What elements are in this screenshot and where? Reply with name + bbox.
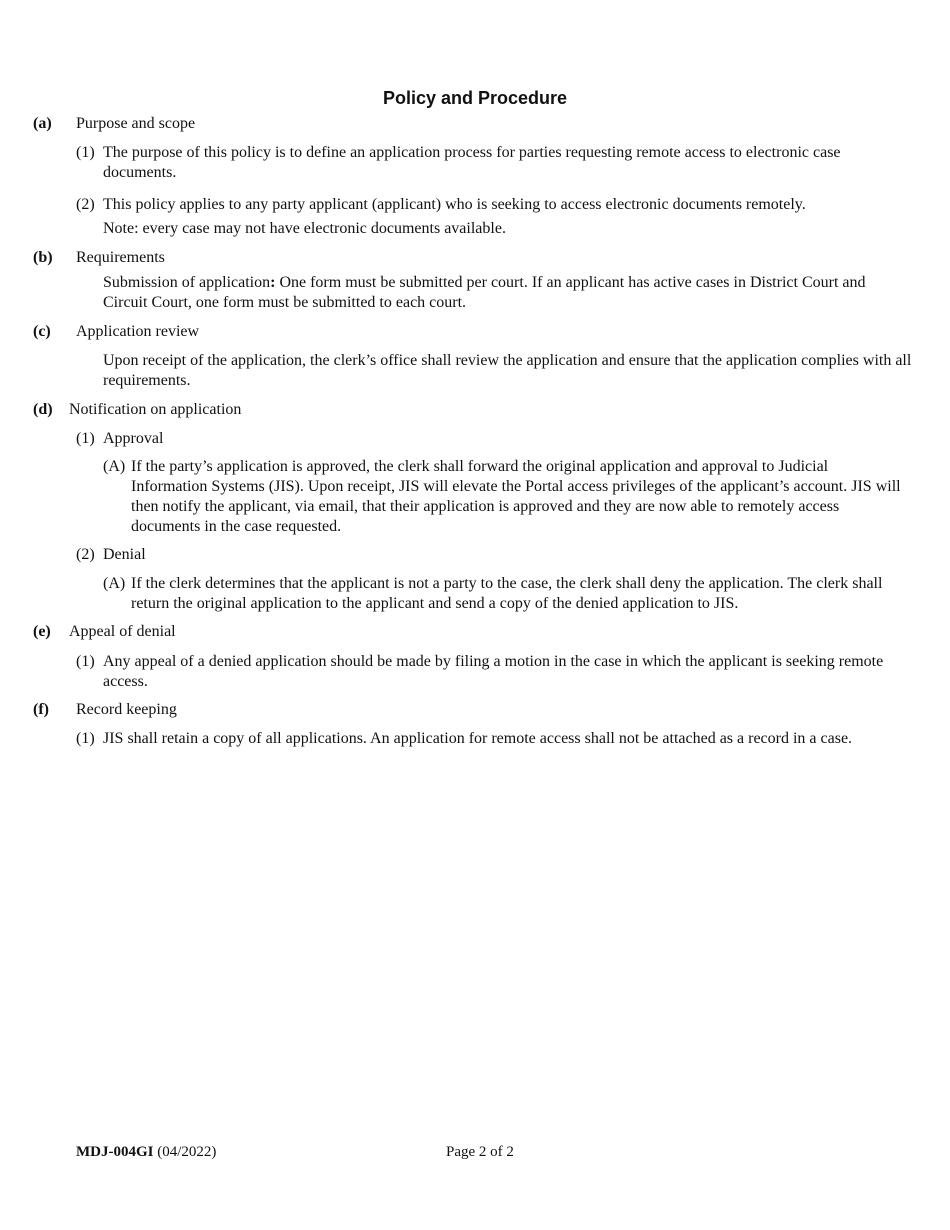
item-a2-note: Note: every case may not have electronic documents available. bbox=[103, 220, 506, 237]
item-d2-number: (2) bbox=[76, 546, 95, 563]
section-c-letter: (c) bbox=[33, 323, 51, 340]
item-f1-text: JIS shall retain a copy of all applications. An application for remote access shall not be attached as a record in a case. bbox=[103, 730, 853, 747]
item-f1-number: (1) bbox=[76, 730, 95, 747]
section-b-body: One form must be submitted per court. If an applicant has active cases in District Court and Circuit Court, one form must be submitted to each court. bbox=[103, 274, 866, 311]
section-b-label: Submission of application bbox=[103, 274, 271, 291]
section-d-letter: (d) bbox=[33, 401, 53, 418]
item-d2-label: Denial bbox=[103, 546, 146, 563]
section-f-letter: (f) bbox=[33, 701, 49, 718]
section-c-heading: Application review bbox=[76, 323, 200, 340]
section-a-heading: Purpose and scope bbox=[76, 115, 196, 132]
item-a1-text: The purpose of this policy is to define an application process for parties requesting remote access to electronic case documents. bbox=[103, 144, 841, 181]
item-e1-text: Any appeal of a denied application should be made by filing a motion in the case in which the applicant is seeking remote access. bbox=[103, 653, 884, 690]
section-b-text bbox=[103, 273, 903, 313]
section-c-text: Upon receipt of the application, the clerk’s office shall review the application and ensure that the application complies with all requirements. bbox=[103, 352, 912, 389]
item-d1-sub-text: If the party’s application is approved, the clerk shall forward the original application and approval to Judicial Information Systems (JIS). Upon receipt, JIS will elevate the Portal access privileges of the applicant’s account. JIS will then notify the applicant, via email, that their application is approved and they are now able to remotely access documents in the case requested. bbox=[131, 458, 901, 535]
section-b-colon: : bbox=[270, 274, 276, 291]
section-e-heading: Appeal of denial bbox=[69, 623, 176, 640]
section-e-letter: (e) bbox=[33, 623, 51, 640]
section-b-heading: Requirements bbox=[76, 249, 165, 266]
footer-form-code: MDJ-004GI bbox=[76, 1144, 154, 1160]
item-a1-number: (1) bbox=[76, 144, 95, 161]
page-title: Policy and Procedure bbox=[382, 88, 568, 108]
item-e1-number: (1) bbox=[76, 653, 95, 670]
item-a2-text: This policy applies to any party applicant (applicant) who is seeking to access electronic documents remotely. bbox=[103, 196, 806, 213]
footer-form-date: (04/2022) bbox=[153, 1144, 217, 1160]
item-d2-sub-letter: (A) bbox=[103, 575, 126, 592]
item-d1-label: Approval bbox=[103, 430, 164, 447]
footer-form-id bbox=[76, 1142, 216, 1162]
item-d2-sub-text: If the clerk determines that the applicant is not a party to the case, the clerk shall deny the application. The clerk shall return the original application to the applicant and send a copy of the denied application to JIS. bbox=[131, 575, 883, 612]
item-d1-number: (1) bbox=[76, 430, 95, 447]
footer-page-number: Page 2 of 2 bbox=[446, 1144, 514, 1160]
item-d1-sub-letter: (A) bbox=[103, 458, 126, 475]
item-a2-number: (2) bbox=[76, 196, 95, 213]
section-f-heading: Record keeping bbox=[76, 701, 177, 718]
section-b-letter: (b) bbox=[33, 249, 53, 266]
section-d-heading: Notification on application bbox=[69, 401, 242, 418]
section-a-letter: (a) bbox=[33, 115, 52, 132]
